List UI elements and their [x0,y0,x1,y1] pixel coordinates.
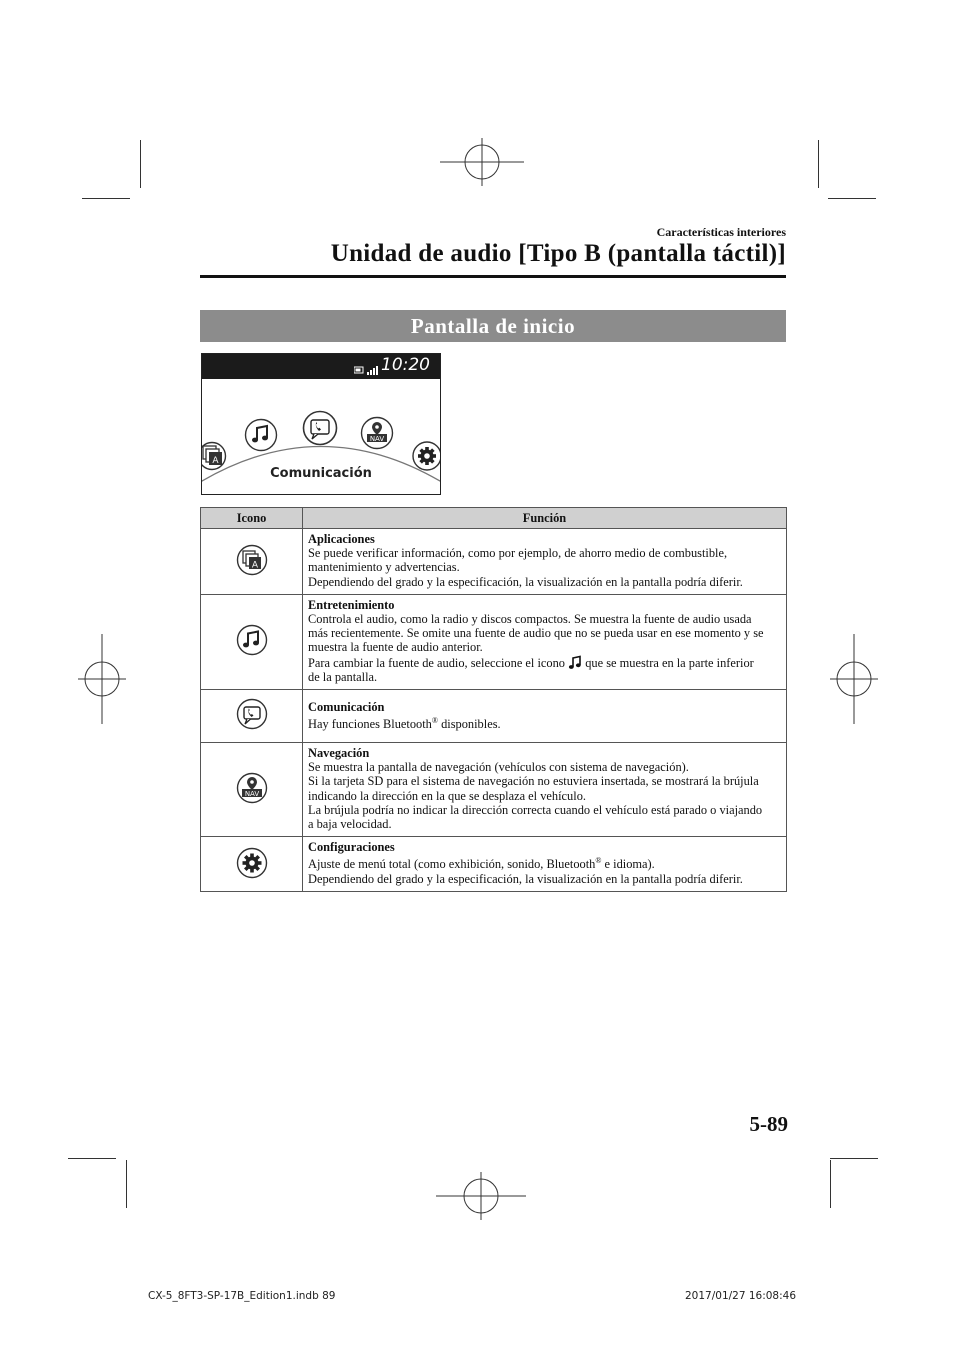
svg-text:A: A [251,560,258,571]
home-screen-illustration [201,353,441,495]
description-line: Dependiendo del grado y la especificación, la visualización en la pantalla podría diferir. [308,871,743,886]
description-line: indicando la dirección en la que se desplaza el vehículo. [308,788,586,803]
title-divider [200,275,786,278]
phone-icon[interactable] [302,410,338,446]
icon-cell [201,594,303,689]
function-description [303,743,787,837]
page-number: 5-89 [749,1112,788,1136]
description-line [308,854,782,871]
function-description [303,529,787,595]
description-line: Controla el audio, como la radio y discos compactos. Se muestra la fuente de audio usada [308,612,752,627]
registered-mark: ® [431,716,438,726]
icon-cell [201,837,303,892]
apps-icon [236,544,268,576]
registration-mark-top [440,138,524,186]
music-note-icon [236,624,268,656]
phone-icon [236,698,268,730]
footer-timestamp: 2017/01/27 16:08:46 [685,1290,797,1302]
function-table [200,507,787,892]
description-line: mantenimiento y advertencias. [308,560,460,575]
icon-cell [201,529,303,595]
description-line: a baja velocidad. [308,817,392,832]
table-row-entertainment [201,594,787,689]
function-name: Navegación [308,746,370,761]
description-text: disponibles. [437,717,501,732]
music-note-icon [568,655,582,670]
footer-file-info: CX-5_8FT3-SP-17B_Edition1.indb 89 [148,1290,336,1302]
icon-cell [201,743,303,837]
function-name: Entretenimiento [308,597,395,612]
description-line: Dependiendo del grado y la especificación, la visualización en la pantalla podría diferir. [308,574,743,589]
description-line: más recientemente. Se omite una fuente de audio que no se pueda usar en ese momento y se [308,626,764,641]
function-description [303,594,787,689]
registration-mark-right [830,634,878,724]
registration-mark-left [78,634,126,724]
settings-gear-icon [236,847,268,879]
description-text: Para cambiar la fuente de audio, seleccione el icono [308,655,565,670]
chapter-title: Unidad de audio [Tipo B (pantalla táctil)] [330,240,786,267]
table-row-apps [201,529,787,595]
section-label: Características interiores [656,225,786,239]
navigation-icon [236,772,268,804]
section-banner: Pantalla de inicio [200,310,786,342]
registered-mark: ® [595,856,602,866]
svg-text:NAV: NAV [369,435,385,443]
description-line: Se muestra la pantalla de navegación (vehículos con sistema de navegación). [308,760,689,775]
description-line: La brújula podría no indicar la dirección correcta cuando el vehículo está parado o viajando [308,802,763,817]
navigation-icon[interactable] [360,416,394,450]
description-text: e idioma). [601,857,655,872]
registration-mark-bottom [436,1172,526,1220]
description-line: de la pantalla. [308,669,378,684]
music-note-icon[interactable] [244,418,278,452]
description-line: muestra la fuente de audio anterior. [308,640,483,655]
table-header-row [201,508,787,529]
screen-caption: Comunicación [270,466,372,481]
description-line: Si la tarjeta SD para el sistema de navegación no estuviera insertada, se mostrará la brújula [308,774,759,789]
description-line: Se puede verificar información, como por ejemplo, de ahorro medio de combustible, [308,546,728,561]
description-line [308,655,782,670]
svg-text:A: A [212,456,219,466]
function-name: Configuraciones [308,840,395,855]
table-row-communication [201,690,787,743]
function-name: Aplicaciones [308,532,375,546]
function-description [303,690,787,743]
description-line [308,714,782,731]
column-header-icon: Icono [201,508,303,529]
description-text: que se muestra en la parte inferior [585,655,754,670]
icon-cell [201,690,303,743]
column-header-function: Función [303,508,787,529]
description-text: Hay funciones Bluetooth [308,717,432,732]
function-description [303,837,787,892]
svg-text:NAV: NAV [244,790,259,799]
table-row-navigation [201,743,787,837]
function-name: Comunicación [308,700,385,715]
screen-clock: 10:20 [381,355,430,375]
table-row-settings [201,837,787,892]
description-text: Ajuste de menú total (como exhibición, sonido, Bluetooth [308,857,596,872]
